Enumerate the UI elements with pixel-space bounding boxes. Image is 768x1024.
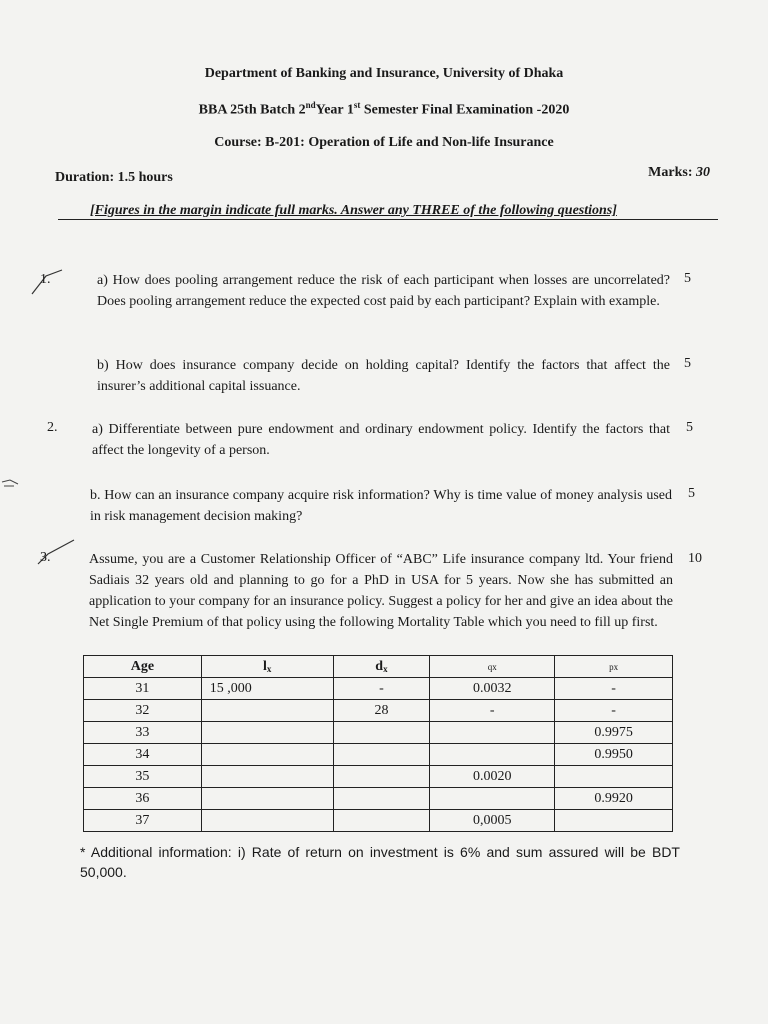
- total-marks-label: Marks:: [648, 165, 696, 180]
- qx-cell: 0,0005: [430, 810, 555, 832]
- lx-cell: [201, 810, 333, 832]
- mortality-table: [83, 655, 673, 832]
- lx-header: [201, 656, 333, 678]
- instructions: [Figures in the margin indicate full marks. Answer any THREE of the following questions]: [90, 203, 617, 218]
- question-2-number: 2.: [47, 420, 58, 435]
- age-cell: 36: [84, 788, 202, 810]
- px-cell: -: [555, 700, 673, 722]
- table-row: [84, 810, 673, 832]
- exam-title-sup: st: [353, 100, 361, 110]
- dx-cell: 28: [333, 700, 430, 722]
- dx-cell: -: [333, 678, 430, 700]
- exam-title-part: Year 1: [315, 102, 354, 118]
- additional-information: * Additional information: i) Rate of return on investment is 6% and sum assured will be BDT 50,000.: [80, 844, 680, 880]
- table-row: [84, 744, 673, 766]
- dx-header-subscript: x: [383, 663, 388, 674]
- question-3-marks: 10: [688, 551, 702, 566]
- question-1b-text: b) How does insurance company decide on holding capital? Identify the factors that affect the insurer’s additional capital issuance.: [97, 358, 670, 394]
- total-marks-value: 30: [696, 165, 710, 180]
- total-marks: [620, 165, 710, 181]
- exam-title-part: Semester Final Examination -2020: [360, 102, 570, 118]
- qx-cell: [430, 788, 555, 810]
- dx-cell: [333, 722, 430, 744]
- age-cell: 37: [84, 810, 202, 832]
- question-1a-text: a) How does pooling arrangement reduce the risk of each participant when losses are uncorrelated? Does pooling arrangement reduce the expected cost paid by each participant? Explain with example.: [97, 273, 670, 309]
- px-cell: -: [555, 678, 673, 700]
- question-2b-marks: 5: [688, 486, 695, 501]
- exam-title: [0, 100, 768, 119]
- qx-cell: [430, 722, 555, 744]
- table-row: [84, 722, 673, 744]
- px-cell: 0.9950: [555, 744, 673, 766]
- lx-cell: [201, 788, 333, 810]
- question-3-number: 3.: [40, 550, 51, 565]
- table-row: [84, 766, 673, 788]
- table-row: [84, 678, 673, 700]
- age-cell: 32: [84, 700, 202, 722]
- px-header: px: [555, 656, 673, 678]
- question-2a-text: a) Differentiate between pure endowment and ordinary endowment policy. Identify the factors that affect the longevity of a person.: [92, 422, 670, 458]
- qx-cell: -: [430, 700, 555, 722]
- age-header: Age: [84, 656, 202, 678]
- question-3-text: Assume, you are a Customer Relationship Officer of “ABC” Life insurance company ltd. Your friend Sadiais 32 years old and planning to go for a PhD in USA for 5 years. Now she has submitted an application to your company for an insurance policy. Suggest a policy for her and give an idea about the Net Single Premium of that policy using the following Mortality Table which you need to fill up first.: [89, 552, 673, 630]
- px-cell: 0.9920: [555, 788, 673, 810]
- question-2a-marks: 5: [686, 420, 693, 435]
- table-row: [84, 788, 673, 810]
- px-cell: [555, 766, 673, 788]
- lx-cell: 15 ,000: [201, 678, 333, 700]
- lx-cell: [201, 744, 333, 766]
- lx-header-label: l: [262, 658, 267, 674]
- question-1b-marks: 5: [684, 356, 691, 371]
- lx-header-subscript: x: [266, 663, 272, 674]
- dx-cell: [333, 788, 430, 810]
- question-1-number: 1.: [40, 272, 51, 287]
- exam-title-sup: nd: [305, 100, 316, 110]
- qx-cell: [430, 744, 555, 766]
- qx-header: qx: [430, 656, 555, 678]
- age-cell: 34: [84, 744, 202, 766]
- qx-cell: 0.0032: [430, 678, 555, 700]
- margin-scribble-icon: [0, 476, 26, 490]
- dx-cell: [333, 766, 430, 788]
- dx-cell: [333, 810, 430, 832]
- dx-cell: [333, 744, 430, 766]
- course-title: Course: B-201: Operation of Life and Non-life Insurance: [214, 135, 554, 150]
- lx-cell: [201, 766, 333, 788]
- dx-header-label: d: [375, 658, 384, 674]
- department-title: Department of Banking and Insurance, University of Dhaka: [204, 66, 564, 81]
- question-1a-marks: 5: [684, 271, 691, 286]
- px-cell: [555, 810, 673, 832]
- instructions-rule: [58, 219, 718, 220]
- qx-cell: 0.0020: [430, 766, 555, 788]
- question-2b-text: b. How can an insurance company acquire risk information? Why is time value of money analysis used in risk management decision making?: [90, 488, 672, 524]
- age-cell: 31: [84, 678, 202, 700]
- table-row: [84, 700, 673, 722]
- lx-cell: [201, 722, 333, 744]
- dx-header: [333, 656, 430, 678]
- lx-cell: [201, 700, 333, 722]
- age-cell: 35: [84, 766, 202, 788]
- age-cell: 33: [84, 722, 202, 744]
- duration: Duration: 1.5 hours: [55, 170, 173, 185]
- px-cell: 0.9975: [555, 722, 673, 744]
- mortality-table-header-row: [84, 656, 673, 678]
- exam-title-part: BBA 25th Batch 2: [198, 102, 306, 118]
